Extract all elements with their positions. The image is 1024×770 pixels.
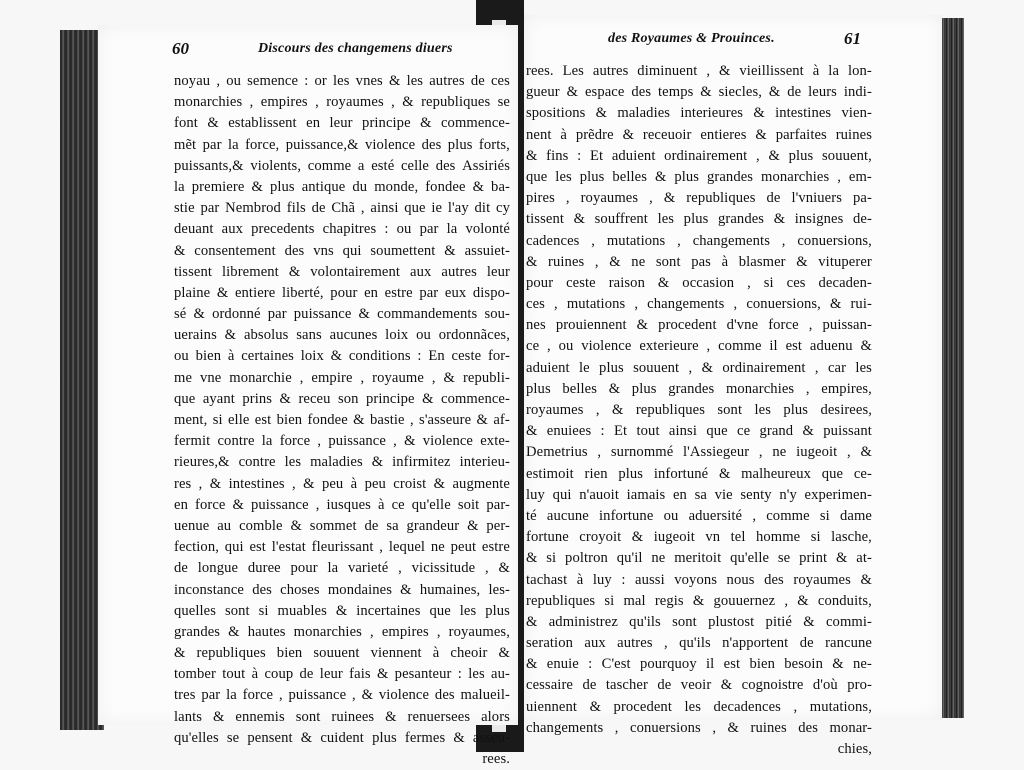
text-line: la premiere & plus antique du monde, fondee & ba-	[174, 178, 510, 195]
text-line: Demetrius , surnommé l'Assiegeur , ne iugeoit , &	[526, 444, 872, 461]
text-line: mẽt par la force, puissance,& violence des plus forts,	[174, 136, 510, 153]
text-line: aduient le plus souuent , & ordinairement , car les	[526, 359, 872, 376]
text-line: uerains & absolus sans aucunes loix ou ordonnãces,	[174, 327, 510, 344]
right-page-text	[526, 61, 872, 760]
left-page-header	[98, 33, 518, 59]
page-number: 60	[172, 39, 189, 58]
text-line: res , & intestines , & peu à peu croist & augmente	[174, 475, 510, 492]
text-line: nent à prẽdre & receuoir entieres & parfaites ruines	[526, 126, 872, 143]
text-line: luy qui n'auoit iamais en sa vie senty n'y experimen-	[526, 486, 872, 503]
text-line: fortune croyoit & iugeoit vn tel homme si lasche,	[526, 529, 872, 546]
page-number: 61	[844, 29, 861, 48]
text-line: nes prouiennent & procedent d'vne force , puissan-	[526, 317, 872, 334]
text-line: tomber tout à coup de leur fais & pesanteur : les au-	[174, 666, 510, 683]
text-line: puissants,& violents, comme a esté celle des Assiriés	[174, 157, 510, 174]
text-line: que les plus belles & plus grandes monarchies , em-	[526, 168, 872, 185]
text-line: tres par la force , puissance , & violence des malueil-	[174, 687, 510, 704]
text-line: té aucune infortune ou aduersité , comme si dame	[526, 507, 872, 524]
left-page	[98, 25, 518, 767]
text-line: ce , ou violence exterieure , comme il est aduenu &	[526, 338, 872, 355]
text-line: quelles sont si muables & incertaines que les plus	[174, 602, 510, 619]
text-line: ou bien à certaines loix & conditions : En ceste for-	[174, 348, 510, 365]
text-line: & administrez qu'ils sont plustost pitié & commi-	[526, 613, 872, 630]
text-line: qu'elles se pensent & cuident plus fermes & asseu-	[174, 729, 510, 746]
text-line: uiennent & procedent les decadences , mutations,	[526, 698, 872, 715]
text-line: fermit contre la force , puissance , & violence exte-	[174, 433, 510, 450]
text-line: estimoit rien plus infortuné & malheureux que ce-	[526, 465, 872, 482]
text-line: grandes & hautes monarchies , empires , royaumes,	[174, 623, 510, 640]
text-line: noyau , ou semence : or les vnes & les autres de ces	[174, 73, 510, 89]
text-line: ment, si elle est bien fondee & bastie , s'asseure & af-	[174, 412, 510, 428]
text-line: plaine & entiere liberté, pour en estre par eux dispo-	[174, 284, 510, 301]
text-line: stie par Nembrod fils de Chã , ainsi que ie l'ay dit cy	[174, 200, 510, 217]
right-page	[524, 15, 942, 757]
right-page-header	[524, 23, 942, 49]
text-line: font & establissent en leur principe & commence-	[174, 115, 510, 132]
text-line: spositions & maladies interieures & intestines vien-	[526, 105, 872, 122]
text-line: inconstance des choses mondaines & humaines, les-	[174, 581, 510, 598]
text-line: deuant aux precedents chapitres : ou par la volonté	[174, 221, 510, 238]
text-line: pour ceste raison & occasion , si ces decaden-	[526, 274, 872, 291]
right-page-edges	[940, 18, 964, 718]
left-page-text	[174, 71, 510, 770]
text-line: & si poltron qu'il ne meritoit qu'elle se print & at-	[526, 550, 872, 567]
text-line: ces , mutations , changements , conuersions, & rui-	[526, 296, 872, 313]
text-line: sé & ordonné par puissance & commandements sou-	[174, 306, 510, 323]
text-line: rieures,& contre les maladies & infirmitez interieu-	[174, 454, 510, 471]
text-line: & fins : Et aduient ordinairement , & plus souuent,	[526, 147, 872, 164]
text-line: cadences , mutations , changements , conuersions,	[526, 232, 872, 249]
text-line: & ruines , & ne sont pas à blasmer & vituperer	[526, 253, 872, 270]
catchword: chies,	[837, 741, 872, 757]
text-line: rees. Les autres diminuent , & vieillissent à la lon-	[526, 63, 872, 79]
text-line: fection, qui est l'estat fleurissant , lequel ne peut estre	[174, 539, 510, 556]
running-head: des Royaumes & Prouinces.	[608, 31, 775, 46]
text-line: seration aux autres , qu'ils n'apportent de rancune	[526, 635, 872, 652]
text-line: en force & puissance , iusques à ce qu'elle soit par-	[174, 496, 510, 513]
text-line: plus belles & plus grandes monarchies , empires,	[526, 380, 872, 397]
text-line: changements , conuersions , & ruines des monar-	[526, 719, 872, 736]
text-line: tachast à luy : aussi voyons nous des royaumes &	[526, 571, 872, 588]
text-line: monarchies , empires , royaumes , & republiques se	[174, 94, 510, 111]
catchword: rees.	[482, 751, 510, 767]
text-line: & republiques bien souuent viennent à cheoir &	[174, 645, 510, 662]
text-line: que ayant prins & receu son principe & commence-	[174, 390, 510, 407]
text-line: pires , royaumes , & republiques de l'vniuers pa-	[526, 190, 872, 207]
text-line: tissent & souffrent les plus grandes & insignes de-	[526, 211, 872, 228]
text-line: gueur & espace des temps & siecles, & de leurs indi-	[526, 84, 872, 101]
text-line: cessaire de tascher de veoir & cognoistre d'où pro-	[526, 677, 872, 694]
text-line: republiques si mal regis & gouuernez , & conduits,	[526, 592, 872, 609]
text-line: lants & ennemis sont ruinees & renuersees alors	[174, 708, 510, 725]
text-line: royaumes , & republiques sont les plus desirees,	[526, 402, 872, 418]
text-line: tissent librement & volontairement aux autres leur	[174, 263, 510, 280]
text-line: uenue au comble & sommet de sa grandeur & per-	[174, 517, 510, 534]
text-line: & enuie : C'est pourquoy il est bien besoin & ne-	[526, 656, 872, 673]
text-line: & enuiees : Et tout ainsi que ce grand & puissant	[526, 423, 872, 440]
text-line: me vne monarchie , empire , royaume , & republi-	[174, 369, 510, 386]
text-line: de longue duree pour la varieté , vicissitude , &	[174, 560, 510, 577]
text-line: & consentement des vns qui soumettent & assuiet-	[174, 242, 510, 259]
running-head: Discours des changemens diuers	[258, 41, 453, 56]
